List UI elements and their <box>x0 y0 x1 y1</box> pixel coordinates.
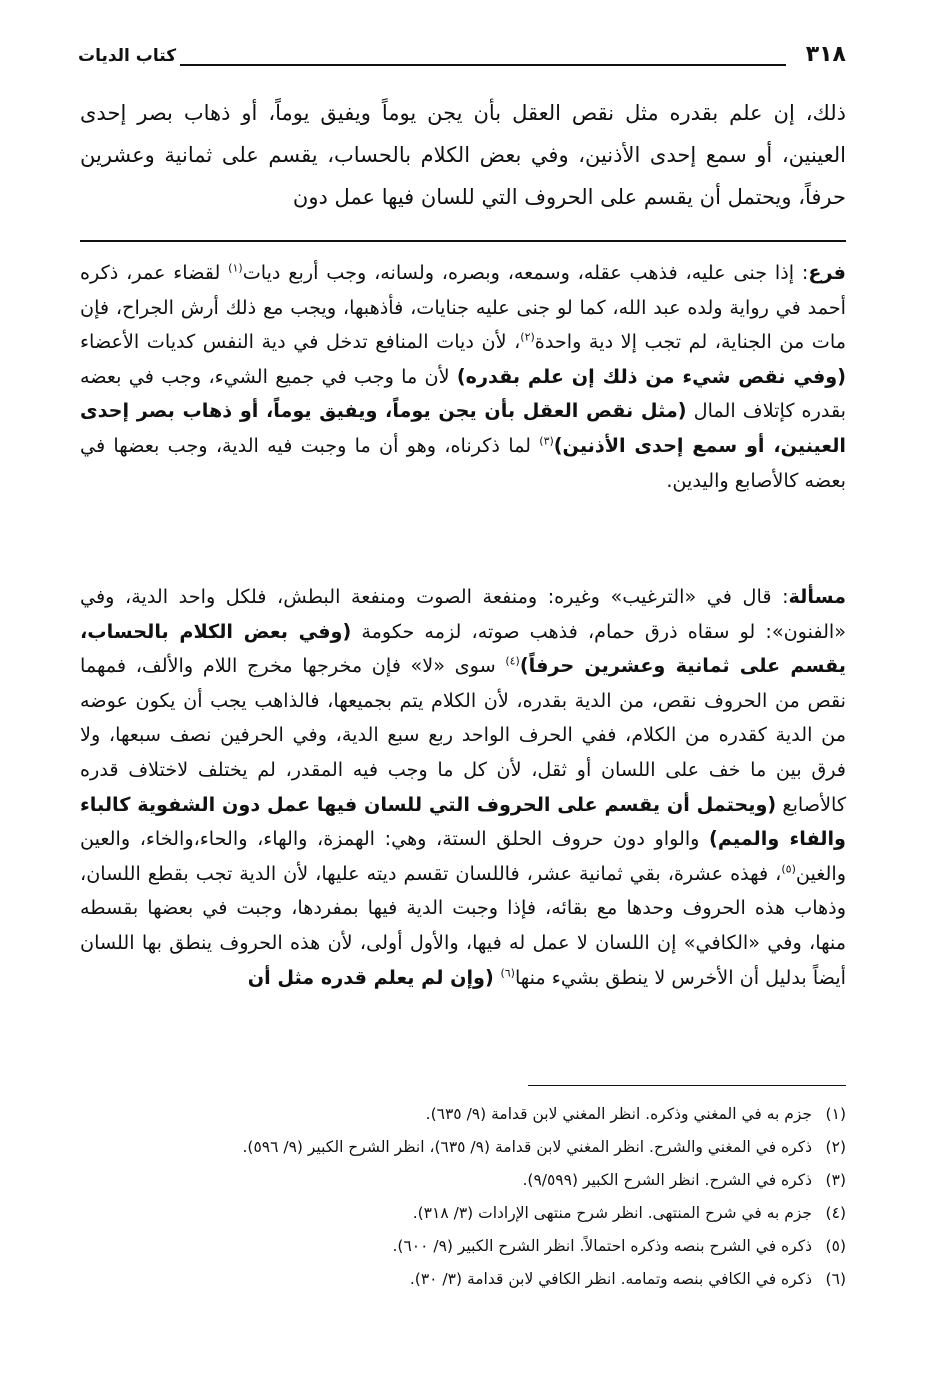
footnote-text: ذكره في الشرح بنصه وذكره احتمالاً. انظر الشرح الكبير (٩/ ٦٠٠). <box>392 1237 812 1255</box>
footnote <box>86 1098 846 1131</box>
footnote <box>86 1164 846 1197</box>
footnote-ref: (٦) <box>500 966 515 980</box>
header-rule <box>180 64 786 66</box>
commentary-text: سوى «لا» فإن مخرجها مخرج اللام والألف، فمهما نقص من الحروف نقص، من الدية بقدره، لأن الكلام يتم بجميعها، فالذاهب يجب أن يكون عوضه من الدية كقدره من الكلام، ففي الحرف الواحد ربع سبع الدية، وفي الحرفين نصف سبعها، ولا فرق بين ما خف على اللسان أو ثقل، لأن كل ما وجب فيه المقدر، لم يختلف لاختلاف قدره كالأصابع <box>80 654 846 816</box>
commentary-text: والواو دون حروف الحلق الستة، وهي: الهمزة، والهاء، والحاء،والخاء، والعين والغين <box>80 827 846 885</box>
footnote-text: ذكره في الشرح. انظر الشرح الكبير (٩/٥٩٩). <box>522 1171 812 1189</box>
page-number: ٣١٨ <box>805 42 846 67</box>
footnote <box>86 1263 846 1296</box>
chapter-title: كتاب الديات <box>78 46 177 66</box>
footnote-number: (١) <box>825 1105 846 1123</box>
footnote-ref: (٣) <box>539 434 554 448</box>
footnote-number: (٢) <box>825 1138 846 1156</box>
running-header <box>78 40 846 74</box>
quoted-matn: (وفي بعض الكلام بالحساب، يقسم على ثمانية وعشرين حرفاً) <box>80 619 846 678</box>
commentary-paragraph <box>80 256 846 498</box>
main-text-separator <box>80 240 846 242</box>
main-text: ذلك، إن علم بقدره مثل نقص العقل بأن يجن يوماً ويفيق يوماً، أو ذهاب بصر إحدى العينين، أو سمع إحدى الأذنين، وفي بعض الكلام بالحساب، يقسم على ثمانية وعشرين حرفاً، ويحتمل أن يقسم على الحروف التي للسان فيها عمل دون <box>80 101 846 209</box>
commentary-text: ، فهذه عشرة، بقي ثمانية عشر، فاللسان تقسم ديته عليها، لأن الدية تجب بقطع اللسان، وذهاب هذه الحروف وحدها مع بقائه، فإذا وجبت الدية فيها بمفردها، وجبت في بعضها بقسطه منها، وفي «الكافي» إن اللسان لا عمل له فيها، والأول أولى، لأن هذه الحروف ينطق بها اللسان أيضاً بدليل أن الأخرس لا ينطق بشيء منها <box>80 861 846 989</box>
quoted-matn: (وإن لم يعلم قدره مثل أن <box>247 965 501 989</box>
footnote-ref: (٢) <box>520 330 535 344</box>
footnote-number: (٥) <box>825 1237 846 1255</box>
footnote-text: جزم به في شرح المنتهى. انظر شرح منتهى الإرادات (٣/ ٣١٨). <box>412 1204 812 1222</box>
commentary-text: : إذا جنى عليه، فذهب عقله، وسمعه، وبصره، ولسانه، وجب أربع ديات <box>242 261 809 284</box>
quoted-matn: (مثل نقص العقل بأن يجن يوماً، ويفيق يوماً، أو ذهاب بصر إحدى العينين، أو سمع إحدى الأذنين) <box>80 399 846 457</box>
commentary-text: ، لأن ديات المنافع تدخل في دية النفس كديات الأعضاء <box>80 330 521 354</box>
commentary-text: لأن ما وجب في جميع الشيء، وجب في بعضه بقدره كإتلاف المال <box>80 364 846 423</box>
commentary-text: لما ذكرناه، وهو أن ما وجبت فيه الدية، وجب بعضها في بعضه كالأصابع واليدين. <box>80 433 846 492</box>
section-heading: فرع <box>808 261 846 284</box>
footnote-number: (٤) <box>825 1204 846 1222</box>
commentary-paragraph <box>80 580 846 995</box>
footnote-text: ذكره في الكافي بنصه وتمامه. انظر الكافي لابن قدامة (٣/ ٣٠). <box>409 1270 812 1288</box>
footnote-ref: (١) <box>228 261 243 275</box>
commentary-text: لقضاء عمر، ذكره أحمد في رواية ولده عبد الله، كما لو جنى عليه جنايات، فأذهبها، ويجب مع ذلك أرش الجراح، فإن مات من الجناية، لم تجب إلا دية واحدة <box>80 261 846 354</box>
quoted-matn: (ويحتمل أن يقسم على الحروف التي للسان فيها عمل دون الشفوية كالباء والفاء والميم) <box>80 792 846 851</box>
footnote-ref: (٤) <box>505 654 520 668</box>
footnotes <box>86 1098 846 1296</box>
footnote-text: ذكره في المغني والشرح. انظر المغني لابن قدامة (٩/ ٦٣٥)، انظر الشرح الكبير (٩/ ٥٩٦). <box>242 1138 812 1156</box>
footnote <box>86 1230 846 1263</box>
section-heading: مسألة <box>788 585 846 608</box>
footnote-number: (٦) <box>825 1270 846 1288</box>
footnote <box>86 1197 846 1230</box>
footnote <box>86 1131 846 1164</box>
footnote-ref: (٥) <box>781 862 796 876</box>
footnote-number: (٣) <box>825 1171 846 1189</box>
quoted-matn: (وفي نقص شيء من ذلك إن علم بقدره) <box>456 364 846 388</box>
footnote-text: جزم به في المغني وذكره. انظر المغني لابن قدامة (٩/ ٦٣٥). <box>425 1105 812 1123</box>
commentary-section-masala <box>80 580 846 995</box>
footnote-separator <box>528 1085 846 1086</box>
commentary-text: : قال في «الترغيب» وغيره: ومنفعة الصوت ومنفعة البطش، فلكل واحد الدية، وفي «الفنون»: لو سقاه ذرق حمام، فذهب صوته، لزمه حكومة <box>80 585 846 643</box>
commentary-section-far <box>80 256 846 498</box>
